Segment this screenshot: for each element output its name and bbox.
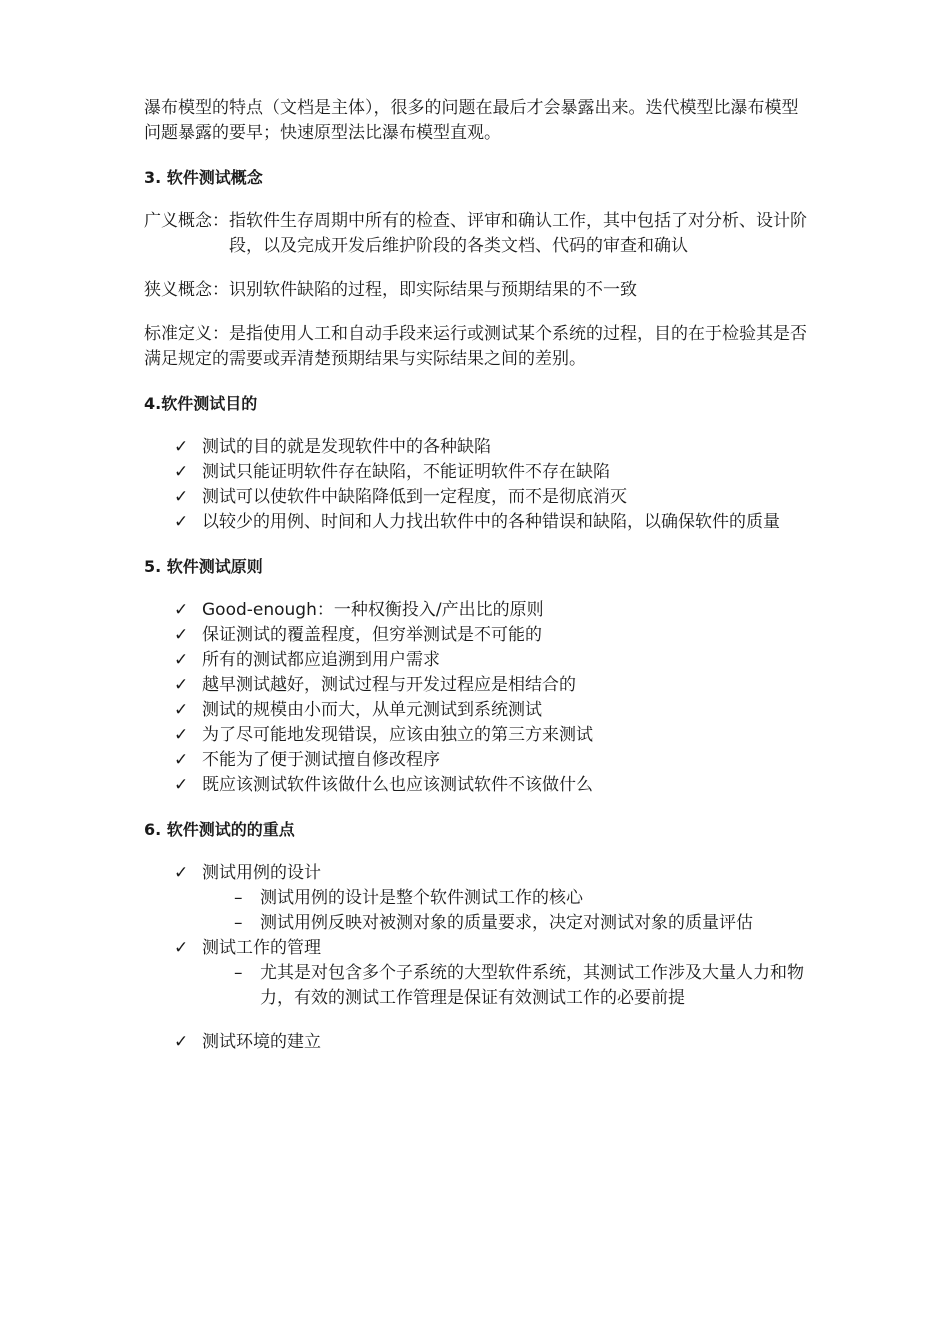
list-item: ✓ 以较少的用例、时间和人力找出软件中的各种错误和缺陷，以确保软件的质量 xyxy=(174,510,814,535)
list-item: ✓ Good-enough：一种权衡投入/产出比的原则 xyxy=(174,598,814,623)
check-icon: ✓ xyxy=(174,600,189,620)
check-icon: ✓ xyxy=(174,700,189,720)
dash-icon: – xyxy=(234,963,243,983)
list-item xyxy=(174,1030,814,1055)
section-3-heading: 3. 软件测试概念 xyxy=(144,168,263,187)
check-icon: ✓ xyxy=(174,650,189,670)
check-icon: ✓ xyxy=(174,462,189,482)
section-4-heading: 4.软件测试目的 xyxy=(144,394,258,413)
list-item: ✓ 测试可以使软件中缺陷降低到一定程度，而不是彻底消灭 xyxy=(174,485,814,510)
broad-concept-term: 广义概念： xyxy=(144,211,229,231)
broad-concept xyxy=(144,209,814,259)
list-item: ✓ 保证测试的覆盖程度，但穷举测试是不可能的 xyxy=(174,623,814,648)
check-icon: ✓ xyxy=(174,487,189,507)
check-icon: ✓ xyxy=(174,750,189,770)
check-icon: ✓ xyxy=(174,1032,189,1052)
list-item: ✓ 所有的测试都应追溯到用户需求 xyxy=(174,648,814,673)
document-page xyxy=(144,96,814,1074)
check-icon: ✓ xyxy=(174,725,189,745)
section-6-heading: 6. 软件测试的的重点 xyxy=(144,820,295,839)
broad-concept-body: 指软件生存周期中所有的检查、评审和确认工作，其中包括了对分析、设计阶段，以及完成开发后维护阶段的各类文档、代码的审查和确认 xyxy=(229,211,807,256)
check-icon: ✓ xyxy=(174,675,189,695)
check-icon: ✓ xyxy=(174,775,189,795)
list-item: ✓ 测试的规模由小而大，从单元测试到系统测试 xyxy=(174,698,814,723)
check-icon: ✓ xyxy=(174,938,189,958)
standard-definition: 标准定义：是指使用人工和自动手段来运行或测试某个系统的过程，目的在于检验其是否满足规定的需要或弄清楚预期结果与实际结果之间的差别。 xyxy=(144,324,807,369)
focus-environment: 测试环境的建立 xyxy=(202,1032,321,1052)
section-5-heading: 5. 软件测试原则 xyxy=(144,557,263,576)
list-item: ✓ 测试的目的就是发现软件中的各种缺陷 xyxy=(174,435,814,460)
check-icon: ✓ xyxy=(174,512,189,532)
narrow-concept: 狭义概念：识别软件缺陷的过程，即实际结果与预期结果的不一致 xyxy=(144,280,637,300)
list-item: ✓ 为了尽可能地发现错误，应该由独立的第三方来测试 xyxy=(174,723,814,748)
check-icon: ✓ xyxy=(174,625,189,645)
dash-icon: – xyxy=(234,913,243,933)
purpose-list xyxy=(144,435,814,535)
principles-list xyxy=(144,598,814,798)
list-item: ✓ 既应该测试软件该做什么也应该测试软件不该做什么 xyxy=(174,773,814,798)
list-item: ✓ 越早测试越好，测试过程与开发过程应是相结合的 xyxy=(174,673,814,698)
focus-list xyxy=(144,861,814,1055)
check-icon: ✓ xyxy=(174,863,189,883)
intro-paragraph: 瀑布模型的特点（文档是主体），很多的问题在最后才会暴露出来。迭代模型比瀑布模型问题暴露的要早；快速原型法比瀑布模型直观。 xyxy=(144,98,799,143)
focus-management: 测试工作的管理 xyxy=(202,938,321,958)
management-sublist xyxy=(202,961,814,1011)
design-sublist xyxy=(202,886,814,936)
check-icon: ✓ xyxy=(174,437,189,457)
list-item xyxy=(174,861,814,936)
sub-list-item: – 尤其是对包含多个子系统的大型软件系统，其测试工作涉及大量人力和物力，有效的测试工作管理是保证有效测试工作的必要前提 xyxy=(234,963,804,1008)
list-item xyxy=(174,936,814,1030)
list-item: ✓ 不能为了便于测试擅自修改程序 xyxy=(174,748,814,773)
sub-list-item: – 测试用例的设计是整个软件测试工作的核心 xyxy=(234,886,814,911)
dash-icon: – xyxy=(234,888,243,908)
sub-list-item: – 测试用例反映对被测对象的质量要求，决定对测试对象的质量评估 xyxy=(234,911,814,936)
focus-design: 测试用例的设计 xyxy=(202,863,321,883)
list-item: ✓ 测试只能证明软件存在缺陷，不能证明软件不存在缺陷 xyxy=(174,460,814,485)
